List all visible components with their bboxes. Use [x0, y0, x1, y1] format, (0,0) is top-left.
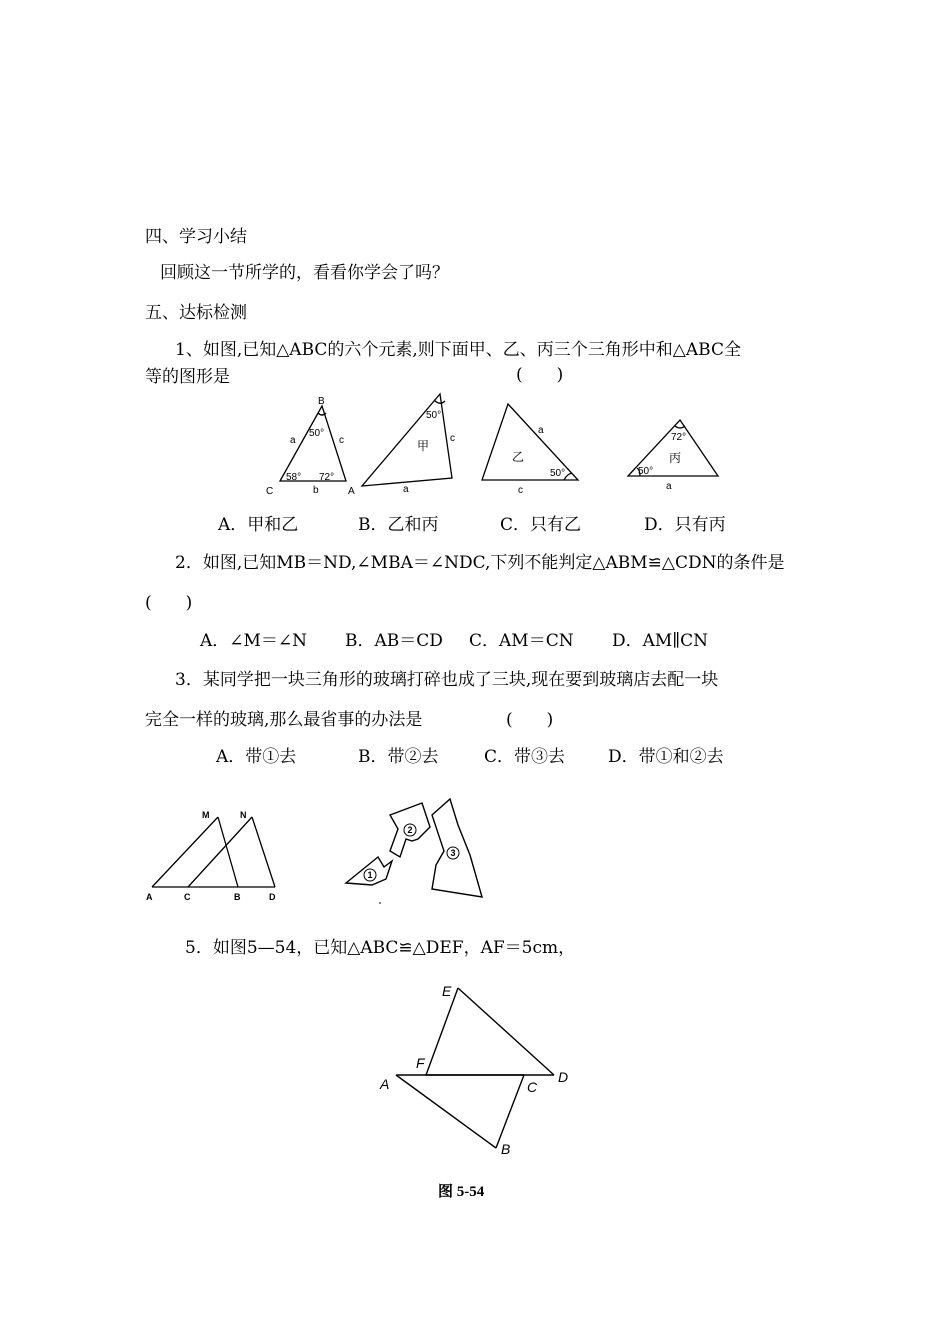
- svg-text:F: F: [416, 1055, 425, 1071]
- svg-text:1: 1: [367, 870, 373, 880]
- svg-text:c: c: [450, 433, 455, 444]
- q3-figure: [340, 795, 500, 910]
- q3-line1: 3．某同学把一块三角形的玻璃打碎也成了三块,现在要到玻璃店去配一块: [175, 670, 719, 690]
- q2-option-b: B．AB＝CD: [345, 631, 443, 651]
- svg-text:D: D: [269, 892, 276, 902]
- svg-text:丙: 丙: [669, 451, 682, 465]
- q1-figure: [260, 388, 730, 500]
- svg-text:2: 2: [407, 825, 413, 835]
- q3-option-b: B．带②去: [358, 747, 439, 767]
- svg-text:b: b: [313, 485, 319, 496]
- svg-text:a: a: [538, 425, 544, 436]
- q5-caption: 图 5-54: [438, 1184, 485, 1200]
- svg-text:M: M: [202, 810, 210, 820]
- q2-paren: ( ): [145, 593, 193, 613]
- q3-option-d: D．带①和②去: [608, 747, 724, 767]
- svg-text:乙: 乙: [512, 450, 525, 464]
- svg-text:50°: 50°: [550, 468, 566, 479]
- q1-option-b: B．乙和丙: [358, 515, 439, 535]
- svg-text:58°: 58°: [286, 472, 302, 483]
- svg-text:72°: 72°: [671, 432, 687, 443]
- svg-text:A: A: [146, 892, 153, 902]
- svg-text:C: C: [184, 892, 191, 902]
- svg-text:a: a: [666, 481, 672, 492]
- q2-option-a: A．∠M＝∠N: [200, 631, 308, 651]
- svg-text:c: c: [339, 435, 344, 446]
- label-B: B: [318, 396, 325, 407]
- label-A: A: [348, 486, 355, 497]
- svg-text:D: D: [558, 1069, 569, 1085]
- q2-option-d: D．AM∥CN: [612, 631, 709, 651]
- q2-figure: [140, 805, 290, 905]
- q1-paren: ( ): [516, 365, 564, 385]
- svg-text:E: E: [442, 983, 452, 999]
- triangle-jia: [362, 394, 452, 486]
- q3-option-a: A．带①去: [216, 747, 297, 767]
- q3-line2: 完全一样的玻璃,那么最省事的办法是: [145, 710, 423, 730]
- svg-text:A: A: [380, 1076, 390, 1092]
- svg-text:B: B: [501, 1141, 511, 1157]
- q5-line1: 5．如图5—54，已知△ABC≌△DEF，AF＝5cm，: [185, 938, 576, 958]
- q1-option-d: D．只有丙: [644, 515, 726, 535]
- q2-line1: 2．如图,已知MB＝ND,∠MBA＝∠NDC,下列不能判定△ABM≌△CDN的条件是: [175, 553, 785, 573]
- svg-text:a: a: [403, 484, 409, 495]
- svg-text:72°: 72°: [319, 472, 335, 483]
- svg-text:B: B: [234, 892, 241, 902]
- q1-option-a: A．甲和乙: [218, 515, 299, 535]
- svg-text:a: a: [290, 435, 296, 446]
- q1-line1: 1、如图,已知△ABC的六个元素,则下面甲、乙、丙三个三角形中和△ABC全: [175, 340, 741, 360]
- section-4-text: 回顾这一节所学的，看看你学会了吗？: [160, 263, 449, 283]
- q2-option-c: C．AM＝CN: [469, 631, 574, 651]
- svg-text:c: c: [518, 485, 523, 496]
- svg-text:C: C: [527, 1079, 538, 1095]
- section-4-title: 四、学习小结: [145, 227, 247, 247]
- q5-figure: [370, 978, 590, 1168]
- svg-text:50°: 50°: [638, 466, 654, 477]
- q1-line2: 等的图形是: [145, 367, 230, 387]
- svg-text:3: 3: [450, 848, 456, 858]
- label-C: C: [266, 486, 274, 497]
- section-5-title: 五、达标检测: [145, 303, 247, 323]
- svg-text:50°: 50°: [309, 428, 325, 439]
- q1-option-c: C．只有乙: [500, 515, 582, 535]
- svg-text:50°: 50°: [426, 410, 442, 421]
- q3-option-c: C．带③去: [484, 747, 566, 767]
- q3-paren: ( ): [506, 710, 554, 730]
- svg-text:甲: 甲: [417, 439, 430, 453]
- svg-text:N: N: [240, 810, 247, 820]
